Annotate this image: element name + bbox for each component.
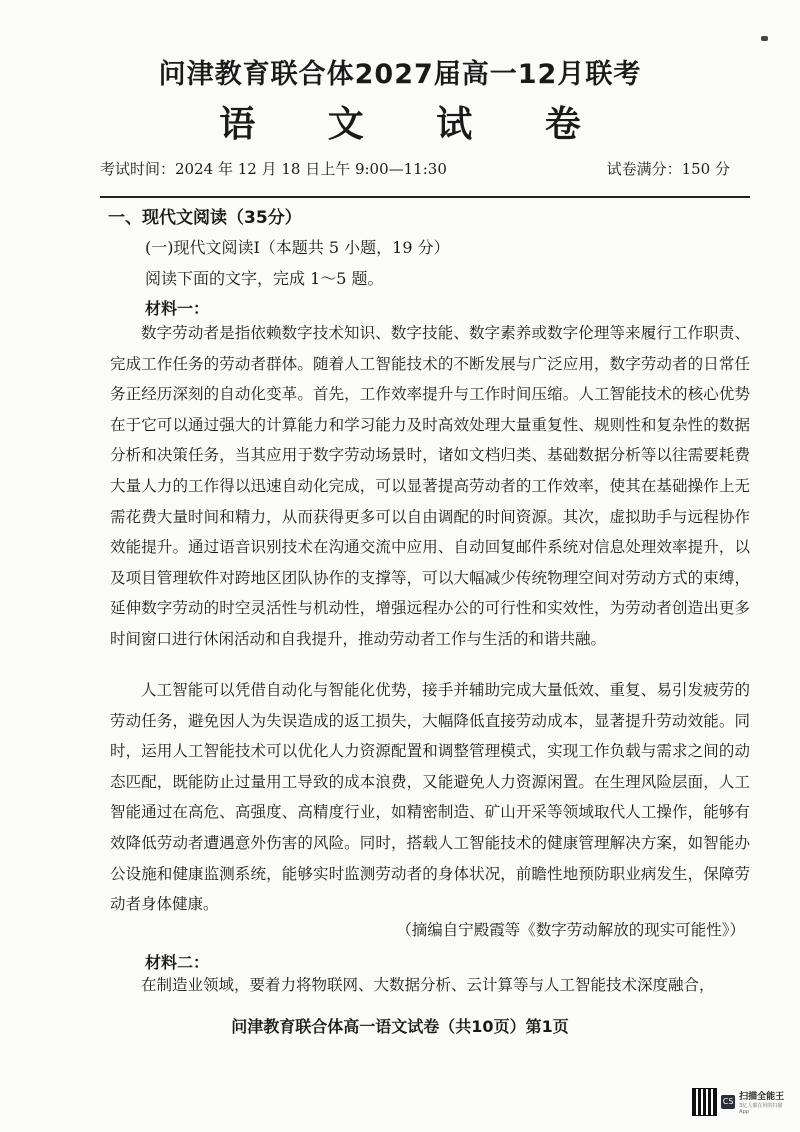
- material-one-paragraph-2: 人工智能可以凭借自动化与智能化优势，接手并辅助完成大量低效、重复、易引发疲劳的劳动任务，避免因人为失误造成的返工损失，大幅降低直接劳动成本，显著提升劳动效能。同时，运用人工智能技术可以优化人力资源配置和调整管理模式，实现工作负载与需求之间的动态匹配，既能防止过量用工导致的成本浪费，又能避免人力资源闲置。在生理风险层面，人工智能通过在高危、高强度、高精度行业，如精密制造、矿山开采等领域取代人工操作，能够有效降低劳动者遭遇意外伤害的风险。同时，搭载人工智能技术的健康管理解决方案，如智能办公设施和健康监测系统，能够实时监测劳动者的身体状况，前瞻性地预防职业病发生，保障劳动者身体健康。: [110, 681, 750, 914]
- exam-time: 考试时间：2024 年 12 月 18 日上午 9:00—11:30: [100, 160, 447, 178]
- exam-title: 问津教育联合体2027届高一12月联考: [158, 59, 642, 90]
- scanner-name: 扫描全能王: [739, 1092, 785, 1102]
- page-footer: 问津教育联合体高一语文试卷（共10页）第1页: [231, 1017, 569, 1036]
- header-divider: [100, 196, 750, 198]
- scanner-badge-text: [739, 1089, 786, 1115]
- material-two-paragraph: 在制造业领域，要着力将物联网、大数据分析、云计算等与人工智能技术深度融合，: [141, 976, 715, 994]
- material-two-label: 材料二：: [145, 953, 210, 972]
- material-one-label: 材料一：: [145, 299, 210, 318]
- section-heading: 一、现代文阅读（35分）: [108, 208, 302, 228]
- instruction: 阅读下面的文字，完成 1～5 题。: [145, 269, 384, 288]
- material-one-source: （摘编自宁殿霞等《数字劳动解放的现实可能性》）: [396, 921, 745, 939]
- exam-meta: [100, 158, 730, 180]
- camscanner-logo-icon: CS: [721, 1095, 735, 1109]
- sub-heading: (一)现代文阅读Ⅰ（本题共 5 小题，19 分）: [145, 238, 450, 257]
- qr-code-icon: [692, 1088, 717, 1116]
- scanner-tagline: 3亿人都在用的扫描App: [739, 1103, 783, 1115]
- subject-title: 语 文 试 卷: [219, 104, 611, 145]
- full-score: 试卷满分：150 分: [606, 160, 730, 178]
- material-one-paragraph-1: 数字劳动者是指依赖数字技术知识、数字技能、数字素养或数字伦理等来履行工作职责、完成工作任务的劳动者群体。随着人工智能技术的不断发展与广泛应用，数字劳动者的日常任务正经历深刻的自动化变革。首先，工作效率提升与工作时间压缩。人工智能技术的核心优势在于它可以通过强大的计算能力和学习能力及时高效处理大量重复性、规则性和复杂性的数据分析和决策任务，当其应用于数字劳动场景时，诸如文档归类、基础数据分析等以往需要耗费大量人力的工作得以迅速自动化完成，可以显著提高劳动者的工作效率，使其在基础操作上无需花费大量时间和精力，从而获得更多可以自由调配的时间资源。其次，虚拟助手与远程协作效能提升。通过语音识别技术在沟通交流中应用、自动回复邮件系统对信息处理效率提升，以及项目管理软件对跨地区团队协作的支撑等，可以大幅减少传统物理空间对劳动方式的束缚，延伸数字劳动的时空灵活性与机动性，增强远程办公的可行性和实效性，为劳动者创造出更多时间窗口进行休闲活动和自我提升，推动劳动者工作与生活的和谐共融。: [110, 324, 750, 648]
- scan-mark: [761, 36, 768, 41]
- scanner-badge: [692, 1086, 786, 1118]
